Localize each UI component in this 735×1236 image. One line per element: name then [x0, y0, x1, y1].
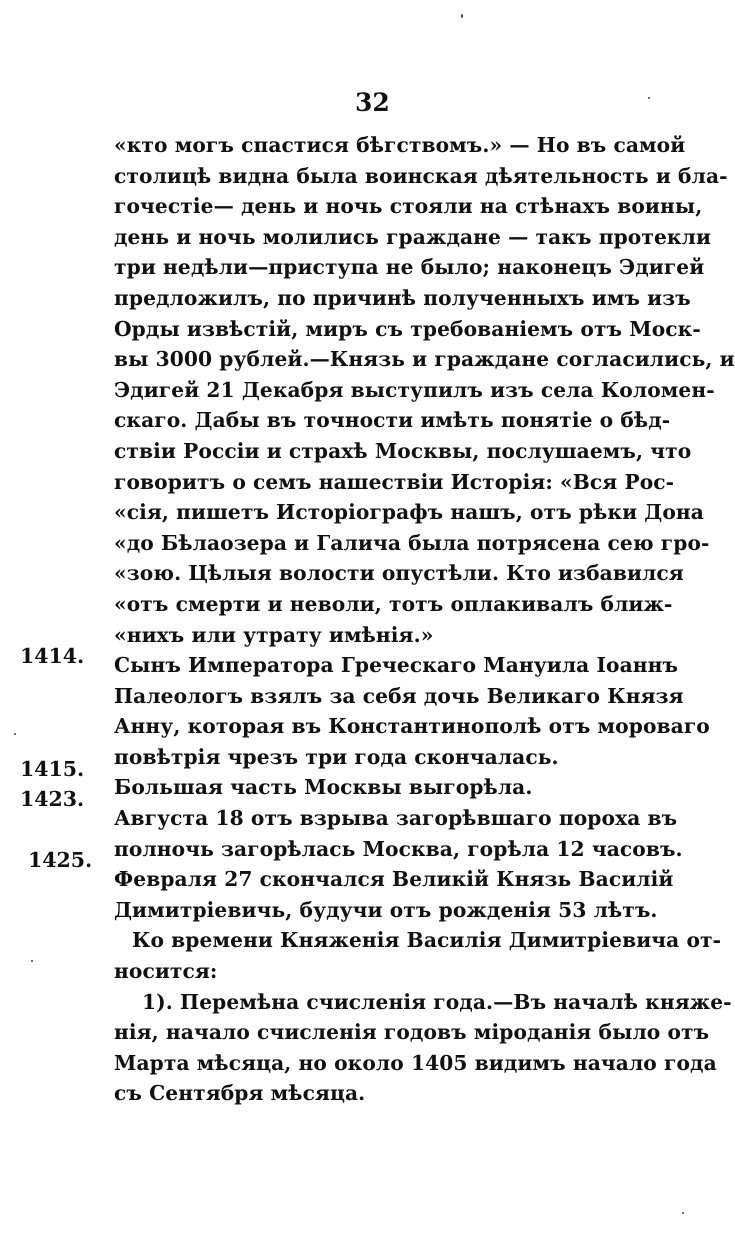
text-line: полночь загорѣлась Москва, горѣла 12 часовъ. — [114, 836, 683, 861]
text-line: 1). Перемѣна счисленія года.—Въ началѣ княже- — [142, 989, 732, 1014]
text-line: «кто могъ спастися бѣгствомъ.» — Но въ самой — [114, 133, 686, 157]
text-line: Февраля 27 скончался Великій Князь Василій — [114, 867, 674, 892]
text-line: Эдигей 21 Декабря выступилъ изъ села Коломен- — [114, 377, 715, 402]
text-line: Орды извѣстій, миръ съ требованіемъ отъ Моск- — [114, 316, 701, 341]
page-number: 32 — [355, 88, 390, 117]
text-line: предложилъ, по причинѣ полученныхъ имъ изъ — [114, 285, 691, 310]
year-marker: 1415. — [20, 757, 85, 781]
text-line: «отъ смерти и неволи, тотъ оплакивалъ ближ- — [114, 591, 673, 616]
paper-speck — [14, 733, 16, 735]
text-line: вы 3000 рублей.—Князь и граждане согласились, и — [114, 347, 735, 372]
text-line: «до Бѣлаозера и Галича была потрясена сею гро- — [114, 530, 710, 555]
text-line: «зою. Цѣлыя волости опустѣли. Кто избавился — [114, 561, 684, 586]
text-line: день и ночь молились граждане — такъ протекли — [114, 224, 712, 249]
text-line: Анну, которая въ Константинополѣ отъ мороваго — [114, 714, 710, 739]
text-line: «нихъ или утрату имѣнія.» — [114, 622, 434, 647]
text-line: Димитріевичь, будучи отъ рожденія 53 лѣтъ. — [114, 897, 658, 922]
text-line: Палеологъ взялъ за себя дочь Великаго Князя — [114, 683, 684, 708]
body-text — [114, 130, 735, 1109]
year-marker: 1414. — [20, 644, 85, 668]
paper-speck — [648, 97, 650, 99]
text-line: ствіи Россіи и страхѣ Москвы, послушаемъ, что — [114, 438, 692, 463]
text-line: нія, начало счисленія годовъ міроданія было отъ — [114, 1020, 710, 1045]
paper-speck — [31, 960, 33, 962]
text-line: говоритъ о семъ нашествіи Исторія: «Вся Рос- — [114, 469, 675, 494]
year-marker: 1425. — [28, 848, 93, 872]
paper-speck — [461, 14, 463, 18]
paper-speck — [682, 1212, 684, 1214]
text-line: Ко времени Княженія Василія Димитріевича от- — [132, 928, 722, 953]
text-line: Сынъ Императора Греческаго Мануила Іоаннъ — [114, 653, 679, 678]
text-line: Большая часть Москвы выгорѣла. — [114, 775, 533, 800]
text-line: гочестіе— день и ночь стояли на стѣнахъ воины, — [114, 194, 703, 219]
text-line: Марта мѣсяца, но около 1405 видимъ начало года — [114, 1050, 717, 1075]
text-line: столицѣ видна была воинская дѣятельность и бла- — [114, 163, 728, 188]
text-line: съ Сентября мѣсяца. — [114, 1081, 366, 1106]
text-line: Августа 18 отъ взрыва загорѣвшаго пороха въ — [114, 806, 678, 831]
text-line: повѣтрія чрезъ три года скончалась. — [114, 744, 559, 769]
text-line: три недѣли—приступа не было; наконецъ Эдигей — [114, 255, 705, 280]
text-line: «сія, пишетъ Исторіографъ нашъ, отъ рѣки Дона — [114, 500, 704, 525]
text-line: носится: — [114, 959, 218, 984]
year-marker: 1423. — [20, 787, 85, 811]
text-line: скаго. Дабы въ точности имѣть понятіе о бѣд- — [114, 408, 671, 433]
